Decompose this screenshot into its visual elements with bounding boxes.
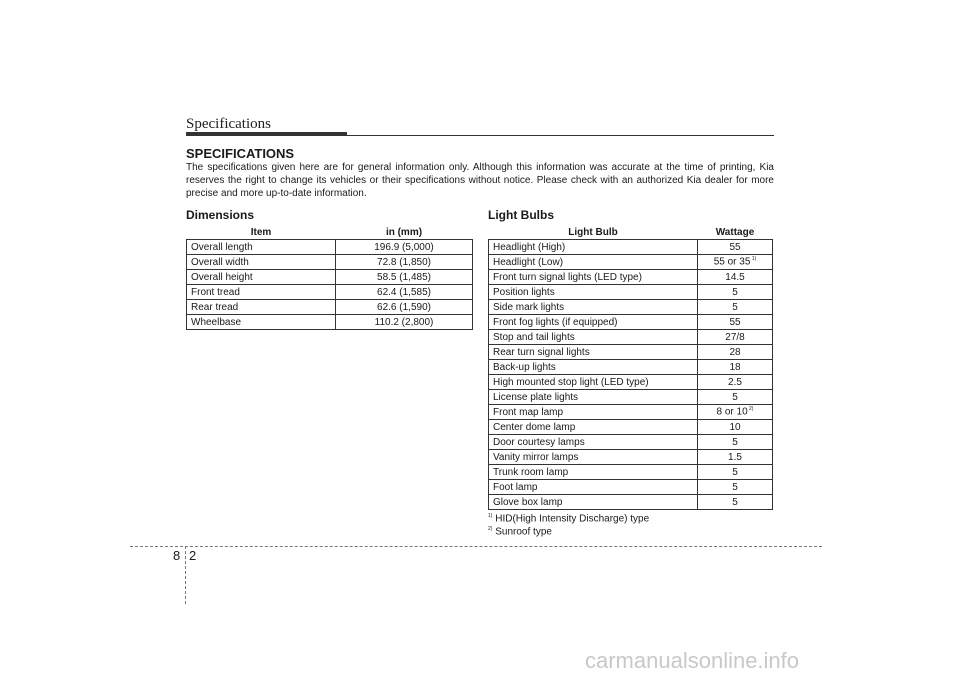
bulb-name: High mounted stop light (LED type)	[489, 375, 698, 390]
bulb-row	[489, 345, 773, 360]
bulb-name: Headlight (Low)	[489, 255, 698, 270]
dimensions-row	[187, 285, 473, 300]
dimensions-header-item: Item	[187, 225, 336, 240]
bulb-wattage: 8 or 10 $^{2)}$	[698, 405, 773, 420]
footnote-text: Sunroof type	[492, 526, 552, 538]
bulb-row	[489, 435, 773, 450]
bulb-name: Foot lamp	[489, 480, 698, 495]
dimensions-row	[187, 315, 473, 330]
bulb-name: Glove box lamp	[489, 495, 698, 510]
chapter-number: 8	[173, 548, 181, 563]
footnote-marker: 1)	[488, 513, 493, 519]
dimensions-value: 62.4 (1,585)	[336, 285, 473, 300]
bulb-row	[489, 420, 773, 435]
bulb-wattage: 5	[698, 285, 773, 300]
watermark: carmanualsonline.info	[585, 648, 800, 673]
dimensions-value: 62.6 (1,590)	[336, 300, 473, 315]
dimensions-item: Overall length	[187, 240, 336, 255]
bulbs-header-item: Light Bulb	[489, 225, 698, 240]
bulb-wattage: 5	[698, 495, 773, 510]
intro-paragraph: The specifications given here are for general information only. Although this information was accurate at the time of printing, Kia reserves the right to change its vehicles or their specifications without notice. Please check with an authorized Kia dealer for more precise and more up-to-date information.	[186, 162, 774, 199]
light-bulbs-title: Light Bulbs	[488, 208, 554, 222]
footnote	[488, 513, 649, 524]
dimensions-row	[187, 240, 473, 255]
bulb-wattage: 5	[698, 465, 773, 480]
bulb-wattage: 5	[698, 390, 773, 405]
bulb-wattage: 55	[698, 240, 773, 255]
dimensions-item: Overall height	[187, 270, 336, 285]
bulb-wattage: 55	[698, 315, 773, 330]
bulb-row	[489, 390, 773, 405]
bulb-wattage: 5	[698, 300, 773, 315]
dimensions-value: 110.2 (2,800)	[336, 315, 473, 330]
bulb-name: Headlight (High)	[489, 240, 698, 255]
bulb-name: Front fog lights (if equipped)	[489, 315, 698, 330]
bulb-wattage: 14.5	[698, 270, 773, 285]
dimensions-value: 58.5 (1,485)	[336, 270, 473, 285]
bulb-row	[489, 330, 773, 345]
bulb-row	[489, 480, 773, 495]
bulb-row	[489, 495, 773, 510]
bulb-row	[489, 465, 773, 480]
bulb-name: Trunk room lamp	[489, 465, 698, 480]
bulb-row	[489, 375, 773, 390]
bulb-wattage: 5	[698, 480, 773, 495]
bulb-row	[489, 240, 773, 255]
bulb-wattage: 10	[698, 420, 773, 435]
footnote-marker: 2)	[747, 406, 754, 413]
bulb-name: Position lights	[489, 285, 698, 300]
dimensions-row	[187, 270, 473, 285]
bulb-name: Door courtesy lamps	[489, 435, 698, 450]
header-rule	[186, 135, 774, 136]
bulb-row	[489, 285, 773, 300]
bulb-wattage: 2.5	[698, 375, 773, 390]
bulb-wattage: 55 or 35 $^{1)}$	[698, 255, 773, 270]
dimensions-value: 196.9 (5,000)	[336, 240, 473, 255]
bulb-row	[489, 255, 773, 270]
dimensions-row	[187, 300, 473, 315]
bulb-name: Front turn signal lights (LED type)	[489, 270, 698, 285]
bulbs-header-wattage: Wattage	[698, 225, 773, 240]
light-bulbs-table	[488, 225, 773, 510]
bulb-wattage: 18	[698, 360, 773, 375]
bulb-wattage: 27/8	[698, 330, 773, 345]
bulb-name: Back-up lights	[489, 360, 698, 375]
bulb-name: Stop and tail lights	[489, 330, 698, 345]
bulb-wattage: 1.5	[698, 450, 773, 465]
bulb-wattage: 5	[698, 435, 773, 450]
bulb-row	[489, 315, 773, 330]
footnote	[488, 526, 552, 537]
dimensions-row	[187, 255, 473, 270]
footnote-text: HID(High Intensity Discharge) type	[492, 513, 650, 525]
bulb-row	[489, 360, 773, 375]
dimensions-item: Rear tread	[187, 300, 336, 315]
footer-divider	[185, 546, 186, 604]
bulb-name: Vanity mirror lamps	[489, 450, 698, 465]
bulb-name: Side mark lights	[489, 300, 698, 315]
bulb-name: Center dome lamp	[489, 420, 698, 435]
dimensions-item: Overall width	[187, 255, 336, 270]
dimensions-value: 72.8 (1,850)	[336, 255, 473, 270]
dimensions-table	[186, 225, 473, 330]
header-title: Specifications	[186, 116, 271, 132]
page-number: 2	[189, 548, 197, 563]
bulb-name: License plate lights	[489, 390, 698, 405]
bulb-wattage: 28	[698, 345, 773, 360]
section-title: SPECIFICATIONS	[186, 146, 295, 161]
dimensions-title: Dimensions	[186, 208, 255, 222]
footer-rule	[130, 546, 822, 547]
bulb-row	[489, 450, 773, 465]
dimensions-item: Wheelbase	[187, 315, 336, 330]
bulb-name: Rear turn signal lights	[489, 345, 698, 360]
dimensions-header-value: in (mm)	[336, 225, 473, 240]
footnote-marker: 1)	[750, 256, 757, 263]
bulb-name: Front map lamp	[489, 405, 698, 420]
bulb-row	[489, 300, 773, 315]
footnote-marker: 2)	[488, 526, 493, 532]
bulb-row	[489, 270, 773, 285]
bulb-row	[489, 405, 773, 420]
dimensions-item: Front tread	[187, 285, 336, 300]
